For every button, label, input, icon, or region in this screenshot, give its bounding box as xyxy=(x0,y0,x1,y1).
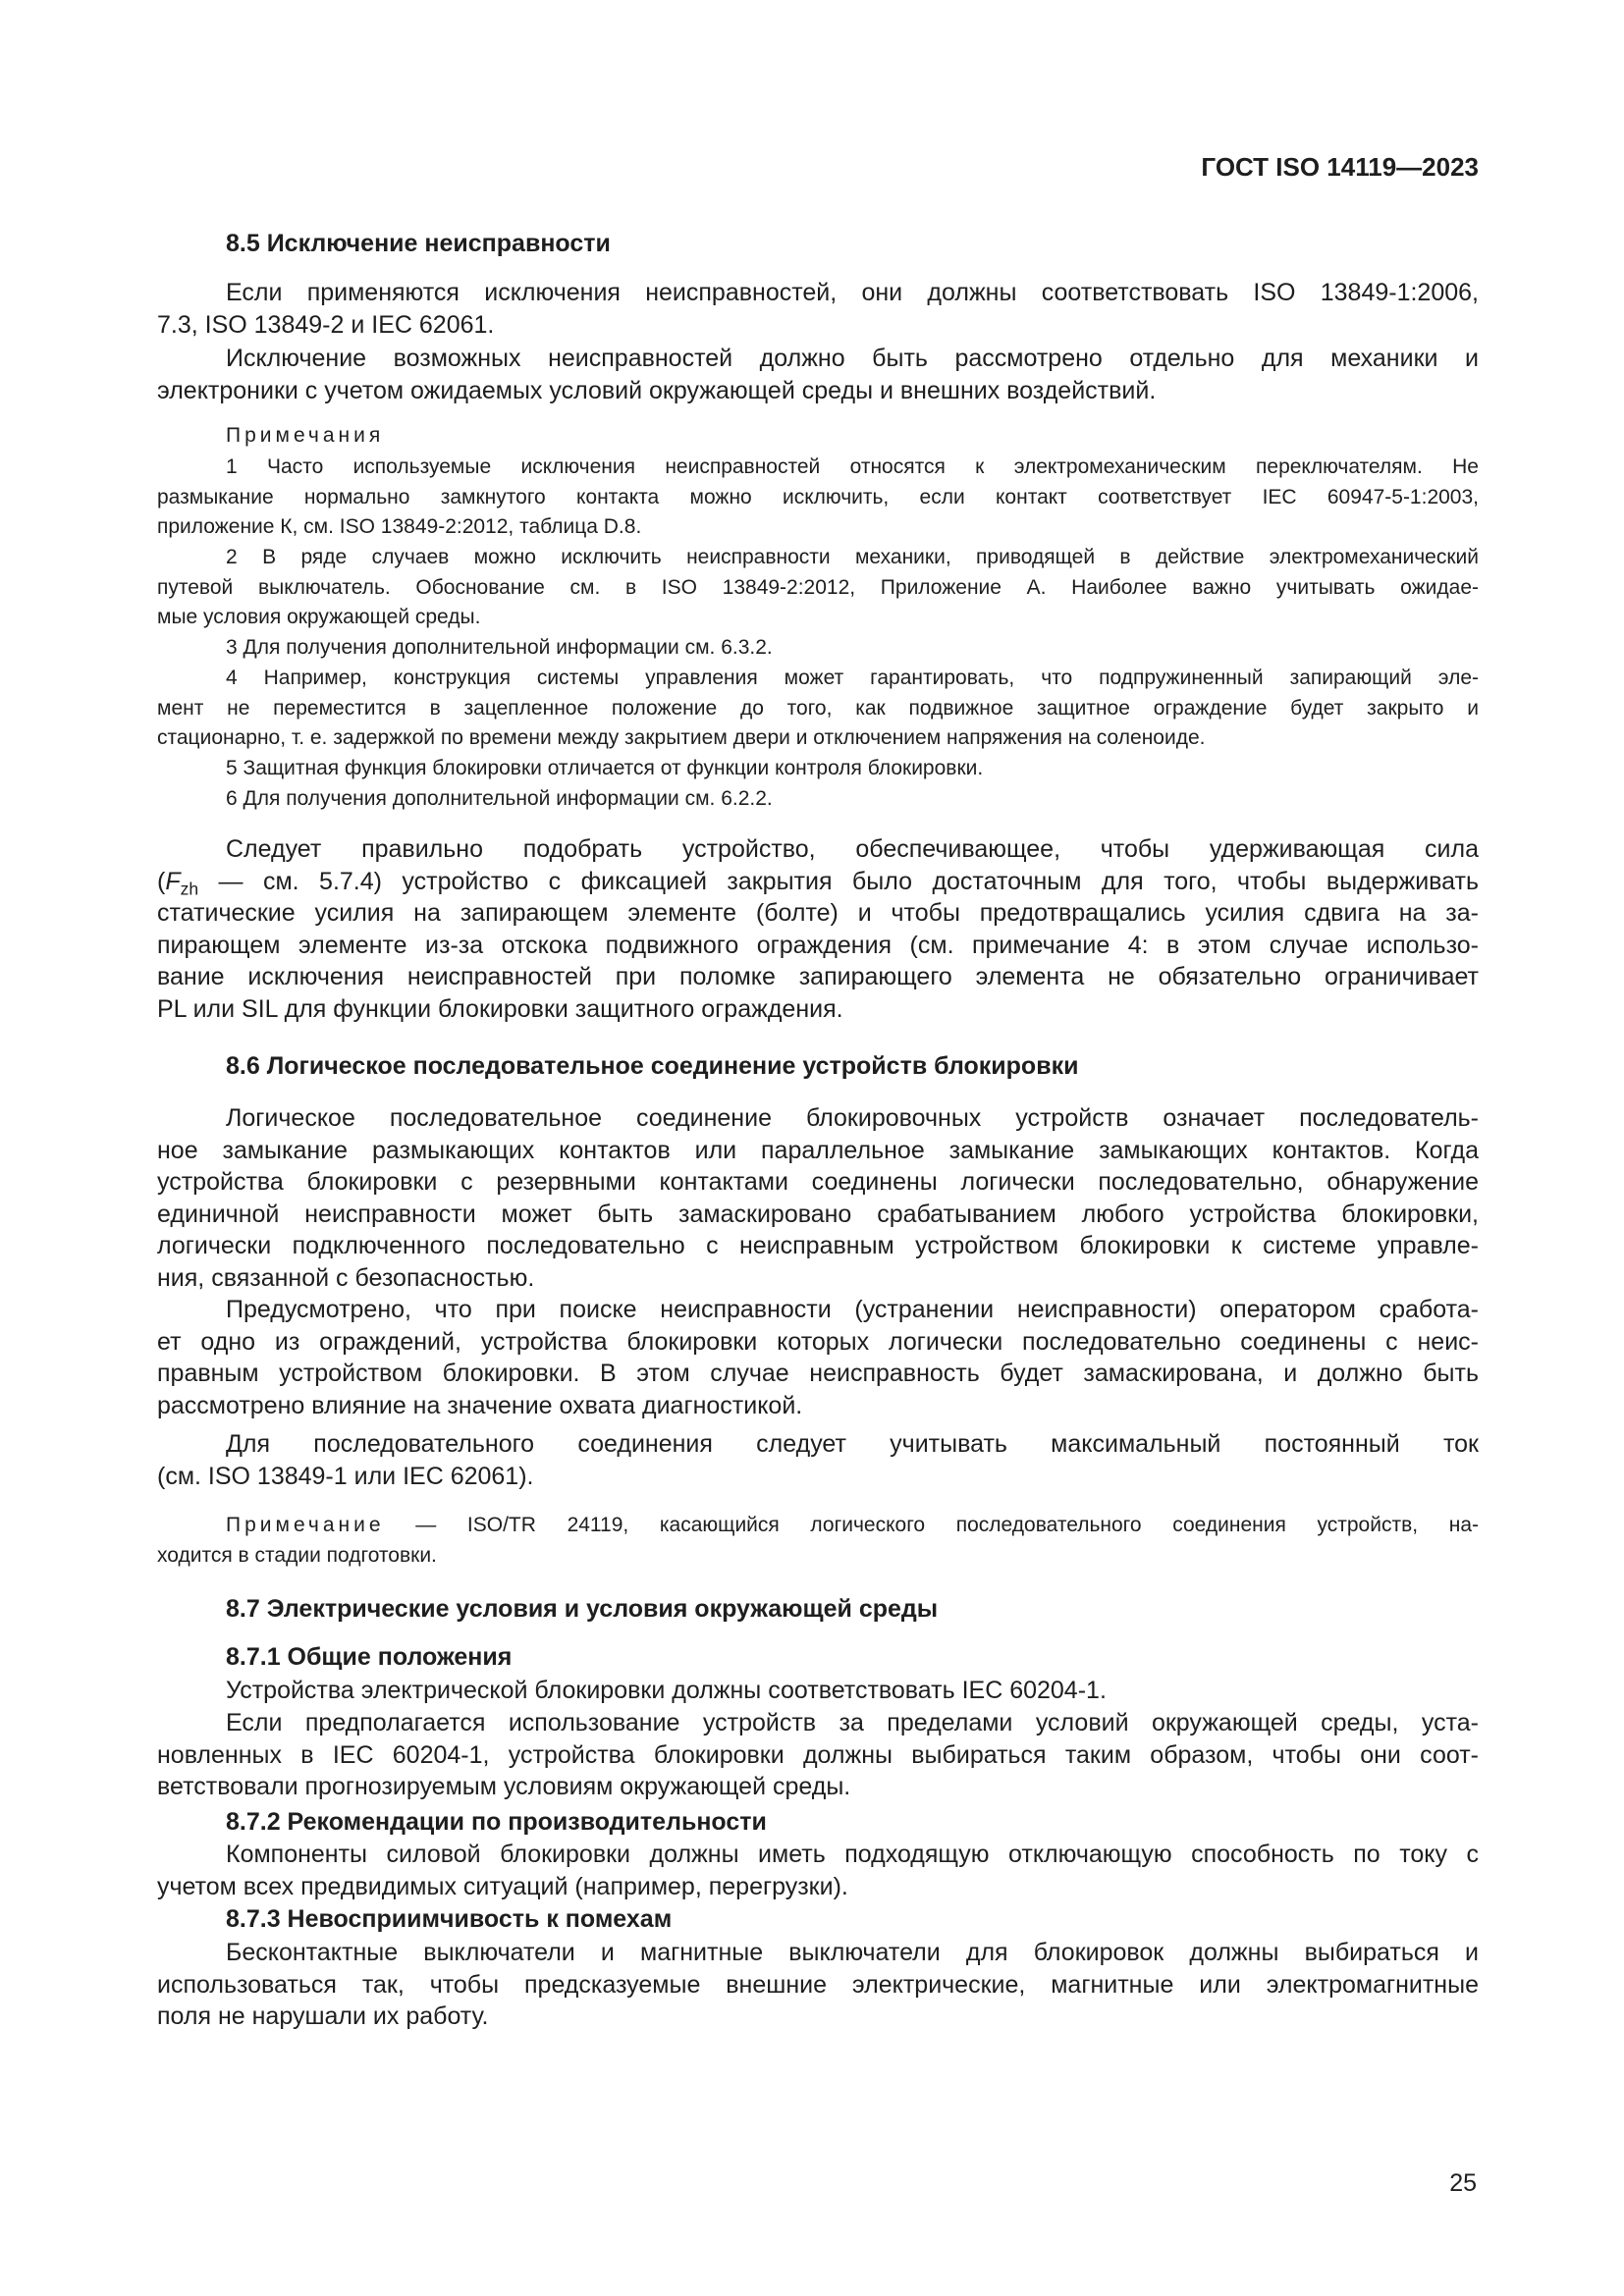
text-line: логически подключенного последовательно с неисправным устройством блокировки к системе управле- xyxy=(157,1232,1479,1259)
text-line xyxy=(157,866,1479,898)
paragraph xyxy=(157,833,1479,1025)
text-line: приложение К, см. ISO 13849-2:2012, таблица D.8. xyxy=(157,515,642,538)
paragraph xyxy=(157,1294,1479,1421)
document-header: ГОСТ ISO 14119—2023 xyxy=(1201,152,1479,182)
paragraph xyxy=(157,1102,1479,1294)
paragraph xyxy=(157,1839,1479,1902)
text-line: Бесконтактные выключатели и магнитные выключатели для блокировок должны выбираться и xyxy=(226,1939,1479,1966)
paragraph xyxy=(157,1428,1479,1492)
text-line: размыкание нормально замкнутого контакта можно исключить, если контакт соответствует IEC 60947-5-1:2003, xyxy=(157,485,1479,508)
text-line: пирающем элементе из-за отскока подвижного ограждения (см. примечание 4: в этом случае использо- xyxy=(157,931,1479,959)
note-4 xyxy=(157,664,1479,754)
text-line: ет одно из ограждений, устройства блокировки которых логически последовательно соединены с неис- xyxy=(157,1327,1479,1356)
note-line xyxy=(157,1511,1479,1541)
text-line: Логическое последовательное соединение блокировочных устройств означает последователь- xyxy=(226,1104,1479,1132)
page-number: 25 xyxy=(1449,2169,1477,2197)
text-line: устройства блокировки с резервными контактами соединены логически последовательно, обнаружение xyxy=(157,1168,1479,1196)
text: ( xyxy=(157,867,166,895)
text-line: использоваться так, чтобы предсказуемые внешние электрические, магнитные или электромагнитные xyxy=(157,1970,1479,1999)
text: — см. 5.7.4) устройство с фиксацией закрытия было достаточным для того, чтобы выдерживать xyxy=(198,867,1479,895)
note-6 xyxy=(157,784,1479,815)
note-2 xyxy=(157,543,1479,633)
section-8-7-1-heading: 8.7.1 Общие положения xyxy=(226,1643,513,1671)
text-line: поля не нарушали их работу. xyxy=(157,2002,489,2030)
text-line: Устройства электрической блокировки должны соответствовать IEC 60204-1. xyxy=(226,1677,1107,1704)
text-line: мые условия окружающей среды. xyxy=(157,606,481,628)
force-symbol: F xyxy=(165,867,181,895)
text-line: стационарно, т. е. задержкой по времени между закрытием двери и отключением напряжения на соленоиде. xyxy=(157,726,1206,749)
text-line: статические усилия на запирающем элементе (болте) и чтобы предотвращались усилия сдвига на за- xyxy=(157,899,1479,927)
text-line: Предусмотрено, что при поиске неисправности (устранении неисправности) оператором сработа- xyxy=(226,1296,1479,1323)
paragraph xyxy=(157,1675,1479,1707)
note-3 xyxy=(157,633,1479,664)
note-label: Примечание xyxy=(226,1514,385,1536)
text-line: путевой выключатель. Обоснование см. в ISO 13849-2:2012, Приложение А. Наиболее важно учитывать ожидае- xyxy=(157,575,1479,599)
note-1 xyxy=(157,453,1479,543)
text-line: 5 Защитная функция блокировки отличается от функции контроля блокировки. xyxy=(226,757,984,779)
text-line: Если применяются исключения неисправностей, они должны соответствовать ISO 13849-1:2006, xyxy=(226,279,1479,306)
text-line: 2 В ряде случаев можно исключить неисправности механики, приводящей в действие электромеханический xyxy=(226,546,1479,568)
text-line: Если предполагается использование устройств за пределами условий окружающей среды, уста- xyxy=(226,1709,1479,1736)
text-line: вание исключения неисправностей при поломке запирающего элемента не обязательно ограничивает xyxy=(157,963,1479,990)
text-line: PL или SIL для функции блокировки защитного ограждения. xyxy=(157,994,843,1023)
section-8-5-heading: 8.5 Исключение неисправности xyxy=(226,230,611,257)
text-line: ветствовали прогнозируемым условиям окружающей среды. xyxy=(157,1773,851,1800)
paragraph xyxy=(157,343,1479,406)
paragraph xyxy=(157,1937,1479,2033)
text-line: ное замыкание размыкающих контактов или параллельное замыкание замыкающих контактов. Когда xyxy=(157,1136,1479,1164)
paragraph xyxy=(157,1707,1479,1803)
section-8-7-heading: 8.7 Электрические условия и условия окружающей среды xyxy=(226,1595,939,1623)
text-line: 3 Для получения дополнительной информации см. 6.3.2. xyxy=(226,636,773,659)
text-line: Исключение возможных неисправностей должно быть рассмотрено отдельно для механики и xyxy=(226,345,1479,372)
note-text: — ISO/TR 24119, касающийся логического последовательного соединения устройств, на- xyxy=(415,1514,1479,1536)
text-line: 7.3, ISO 13849-2 и IEC 62061. xyxy=(157,310,495,339)
note-5 xyxy=(157,754,1479,784)
text-line: правным устройством блокировки. В этом случае неисправность будет замаскирована, и должно быть xyxy=(157,1360,1479,1387)
text-line: единичной неисправности может быть замаскировано срабатыванием любого устройства блокировки, xyxy=(157,1200,1479,1228)
text-line: рассмотрено влияние на значение охвата диагностикой. xyxy=(157,1391,803,1419)
text-line: (см. ISO 13849-1 или IEC 62061). xyxy=(157,1462,534,1490)
note xyxy=(157,1511,1479,1571)
note-line: ходится в стадии подготовки. xyxy=(157,1543,437,1567)
section-8-7-2-heading: 8.7.2 Рекомендации по производительности xyxy=(226,1808,767,1836)
section-8-7-3-heading: 8.7.3 Невосприимчивость к помехам xyxy=(226,1905,673,1933)
force-subscript: zh xyxy=(180,878,199,898)
text-line: Следует правильно подобрать устройство, обеспечивающее, чтобы удерживающая сила xyxy=(226,835,1479,863)
section-8-6-heading: 8.6 Логическое последовательное соединение устройств блокировки xyxy=(226,1052,1079,1080)
text-line: 1 Часто используемые исключения неисправностей относятся к электромеханическим переключателям. Не xyxy=(226,455,1479,478)
text-line: Компоненты силовой блокировки должны иметь подходящую отключающую способность по току с xyxy=(226,1841,1479,1868)
text-line: 6 Для получения дополнительной информации см. 6.2.2. xyxy=(226,787,773,810)
text-line: электроники с учетом ожидаемых условий окружающей среды и внешних воздействий. xyxy=(157,376,1157,404)
notes-title: Примечания xyxy=(226,424,385,447)
text-line: ния, связанной с безопасностью. xyxy=(157,1263,535,1292)
text-line: мент не переместится в зацепленное положение до того, как подвижное защитное ограждение будет закрыто и xyxy=(157,696,1479,720)
text-line: учетом всех предвидимых ситуаций (например, перегрузки). xyxy=(157,1872,848,1900)
text-line: новленных в IEC 60204-1, устройства блокировки должны выбираться таким образом, чтобы они соот- xyxy=(157,1740,1479,1769)
paragraph xyxy=(157,277,1479,341)
text-line: 4 Например, конструкция системы управления может гарантировать, что подпружиненный запирающий эле- xyxy=(226,667,1479,689)
text-line: Для последовательного соединения следует учитывать максимальный постоянный ток xyxy=(226,1430,1479,1458)
